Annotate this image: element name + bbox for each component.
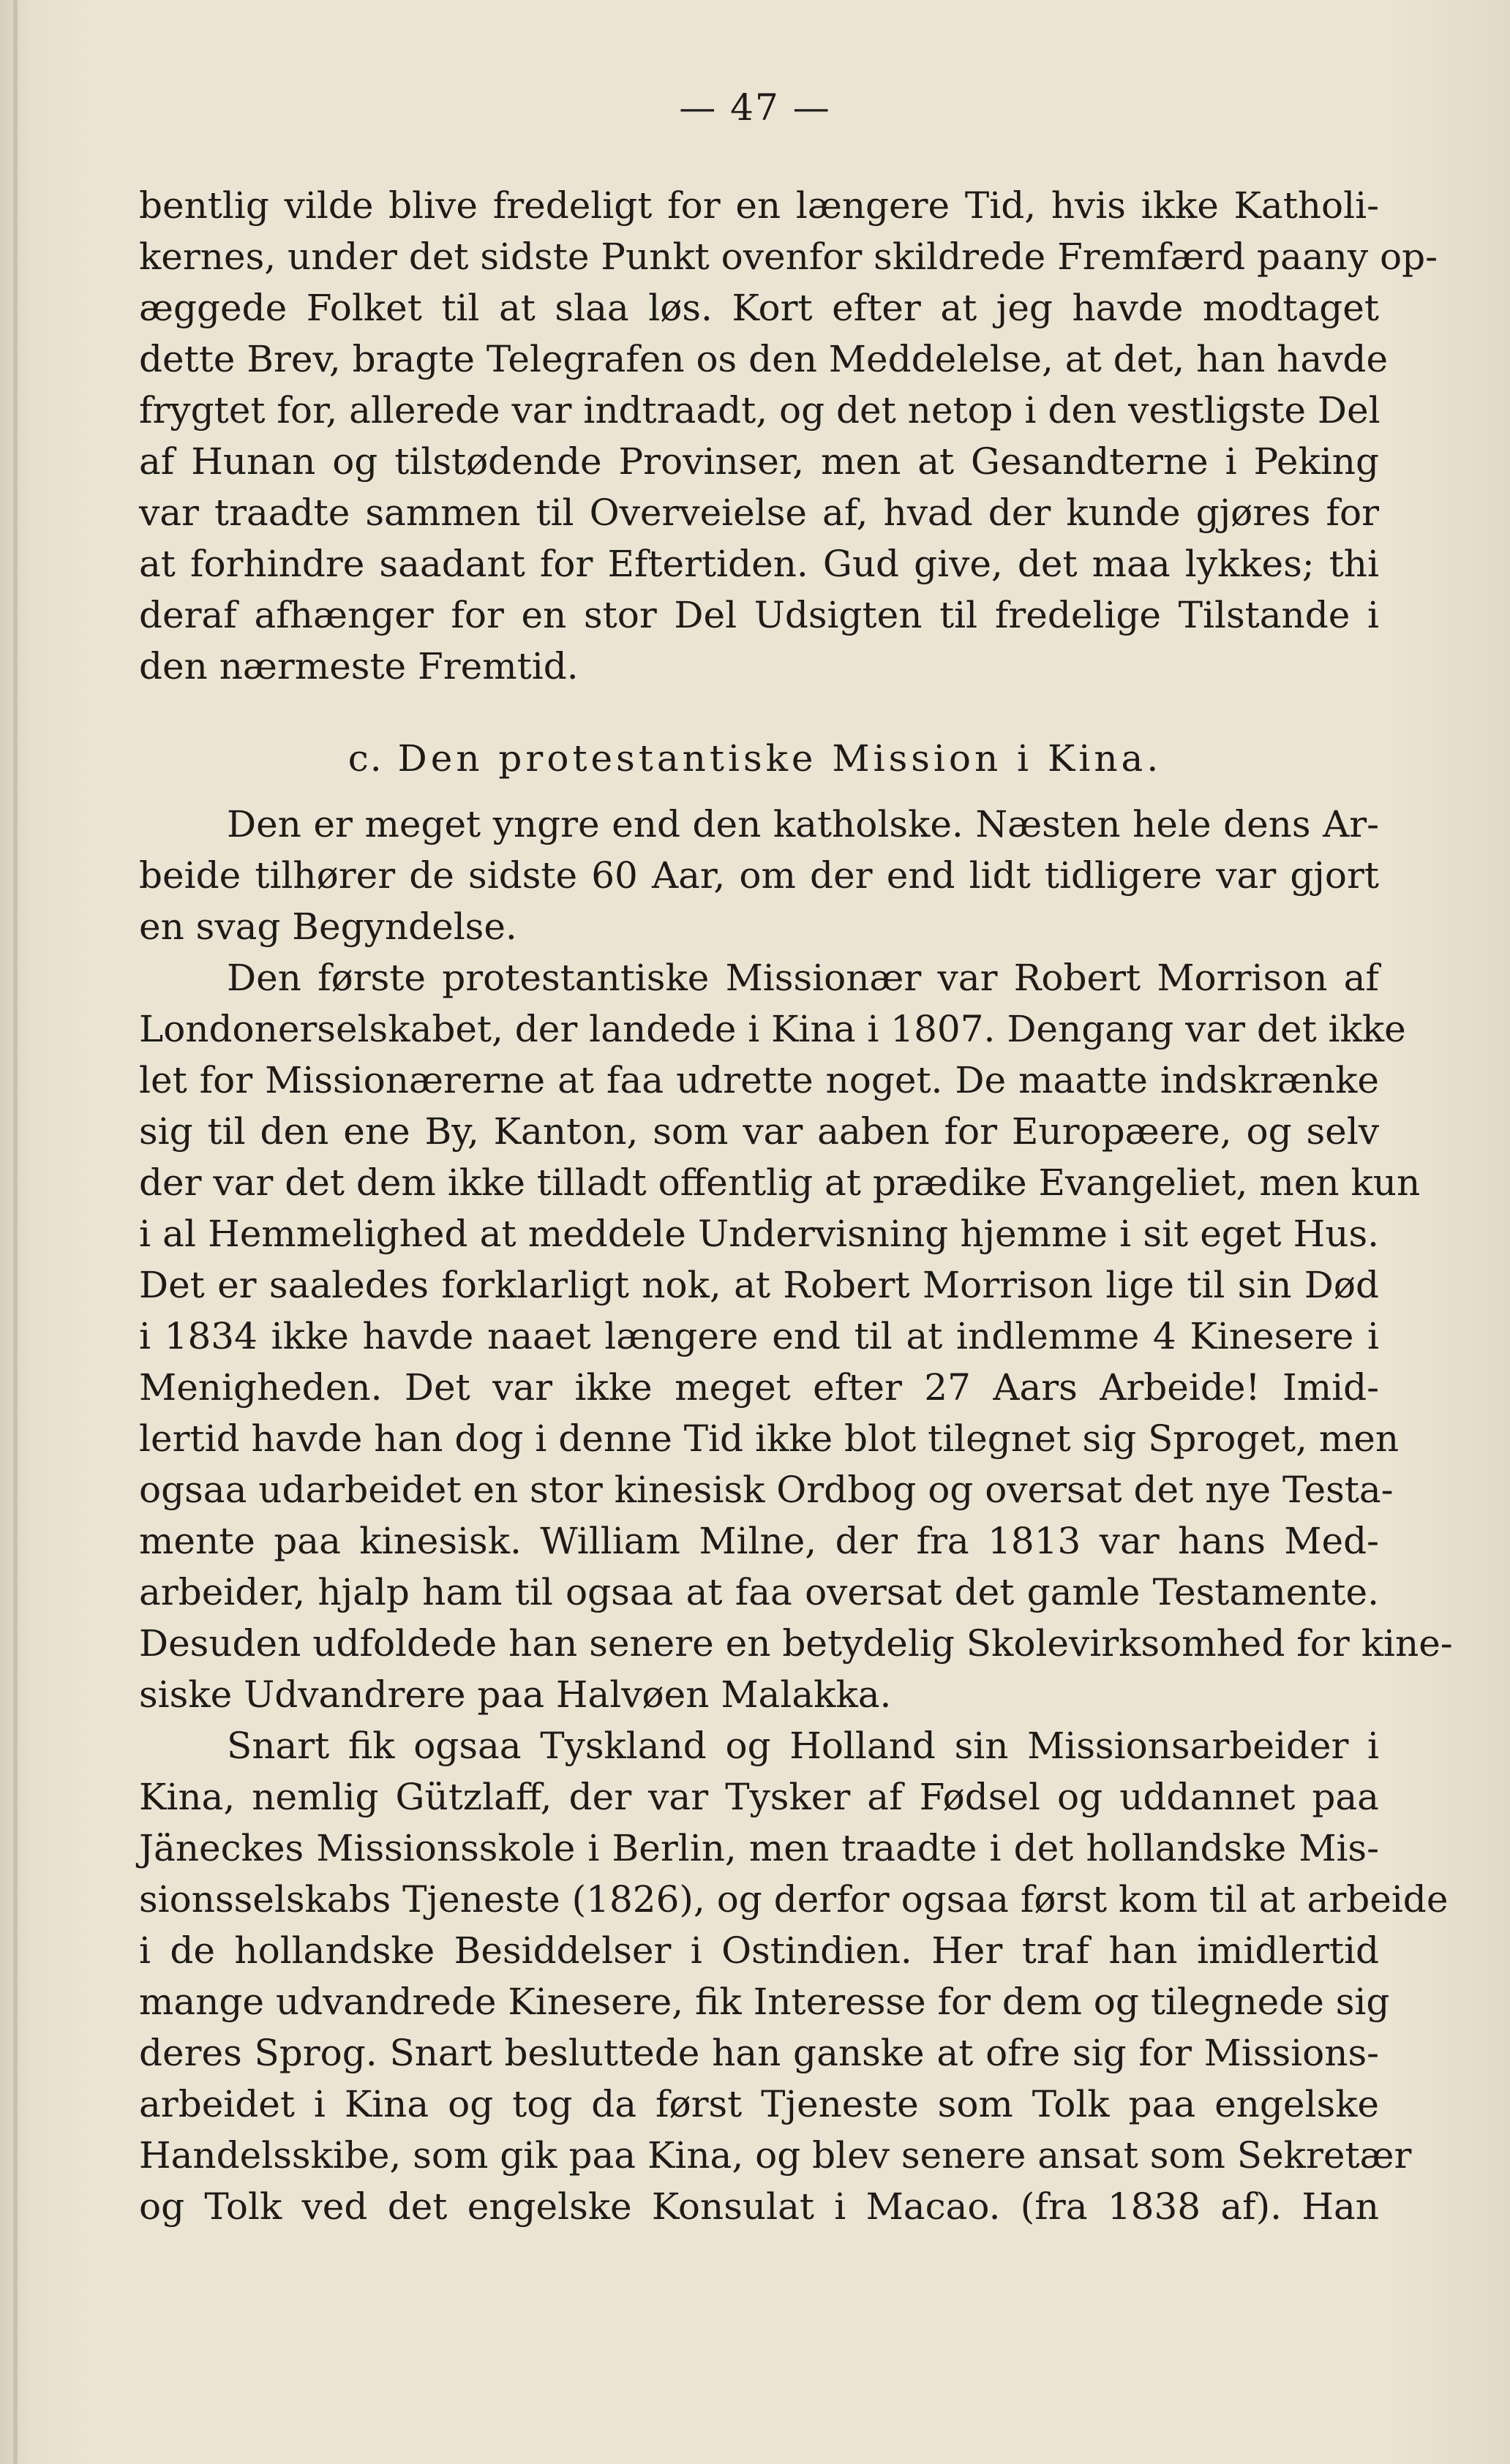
text-line: Jäneckes Missionsskole i Berlin, men traadte i det hollandske Mis- [139,1827,1379,1869]
text-line: af Hunan og tilstødende Provinser, men at Gesandterne i Peking [139,440,1379,483]
section-heading [0,737,1510,780]
text-line: deraf afhænger for en stor Del Udsigten til fredelige Tilstande i [139,594,1379,636]
text-line: at forhindre saadant for Eftertiden. Gud give, det maa lykkes; thi [139,543,1379,585]
text-line: Snart fik ogsaa Tyskland og Holland sin Missionsarbeider i [227,1725,1379,1767]
section-heading-title: Den protestantiske Mission i Kina. [397,737,1162,780]
text-line: og Tolk ved det engelske Konsulat i Macao. (fra 1838 af). Han [139,2185,1379,2228]
section-heading-prefix: c. [348,737,383,780]
text-line: ogsaa udarbeidet en stor kinesisk Ordbog og oversat det nye Testa- [139,1469,1394,1511]
text-line: deres Sprog. Snart besluttede han ganske at ofre sig for Missions- [139,2032,1379,2074]
text-line: bentlig vilde blive fredeligt for en længere Tid, hvis ikke Katholi- [139,184,1379,227]
text-line: arbeidet i Kina og tog da først Tjeneste som Tolk paa engelske [139,2083,1379,2125]
text-line: Den første protestantiske Missionær var Robert Morrison af [227,957,1379,999]
text-line: lertid havde han dog i denne Tid ikke blot tilegnet sig Sproget, men [139,1417,1400,1460]
text-line: kernes, under det sidste Punkt ovenfor skildrede Fremfærd paany op- [139,236,1438,278]
text-line: var traadte sammen til Overveielse af, hvad der kunde gjøres for [139,491,1379,534]
text-line: Londonerselskabet, der landede i Kina i 1807. Dengang var det ikke [139,1008,1406,1050]
text-line: den nærmeste Fremtid. [139,645,579,687]
text-line: i de hollandske Besiddelser i Ostindien. Her traf han imidlertid [139,1929,1379,1972]
text-line: beide tilhører de sidste 60 Aar, om der end lidt tidligere var gjort [139,854,1379,897]
text-line: der var det dem ikke tilladt offentlig at prædike Evangeliet, men kun [139,1161,1421,1204]
text-line: i 1834 ikke havde naaet længere end til at indlemme 4 Kinesere i [139,1315,1379,1357]
text-line: æggede Folket til at slaa løs. Kort efter at jeg havde modtaget [139,287,1379,329]
text-line: Handelsskibe, som gik paa Kina, og blev senere ansat som Sekretær [139,2134,1412,2177]
text-line: let for Missionærerne at faa udrette noget. De maatte indskrænke [139,1059,1379,1101]
text-line: mente paa kinesisk. William Milne, der fra 1813 var hans Med- [139,1520,1379,1562]
text-line: i al Hemmelighed at meddele Undervisning hjemme i sit eget Hus. [139,1213,1379,1255]
text-line: Kina, nemlig Gützlaff, der var Tysker af Fødsel og uddannet paa [139,1776,1379,1818]
text-line: sionsselskabs Tjeneste (1826), og derfor ogsaa først kom til at arbeide [139,1878,1449,1921]
text-line: Den er meget yngre end den katholske. Næsten hele dens Ar- [227,803,1379,845]
text-line: Menigheden. Det var ikke meget efter 27 Aars Arbeide! Imid- [139,1366,1379,1409]
text-line: dette Brev, bragte Telegrafen os den Meddelelse, at det, han havde [139,338,1389,380]
text-line: frygtet for, allerede var indtraadt, og det netop i den vestligste Del [139,389,1381,432]
text-line: mange udvandrede Kinesere, fik Interesse for dem og tilegnede sig [139,1981,1390,2023]
page-gutter-shadow [13,0,18,2464]
section-body [139,799,1453,2232]
text-line: arbeider, hjalp ham til ogsaa at faa oversat det gamle Testamente. [139,1571,1379,1613]
text-line: en svag Begyndelse. [139,905,517,948]
text-line: siske Udvandrere paa Halvøen Malakka. [139,1673,892,1716]
page-number: — 47 — [679,86,831,129]
text-line: Det er saaledes forklarligt nok, at Robert Morrison lige til sin Død [139,1264,1379,1306]
paragraph-continuation [139,180,1438,692]
text-line: sig til den ene By, Kanton, som var aaben for Europæere, og selv [139,1110,1379,1153]
text-line: Desuden udfoldede han senere en betydelig Skolevirksomhed for kine- [139,1622,1453,1665]
